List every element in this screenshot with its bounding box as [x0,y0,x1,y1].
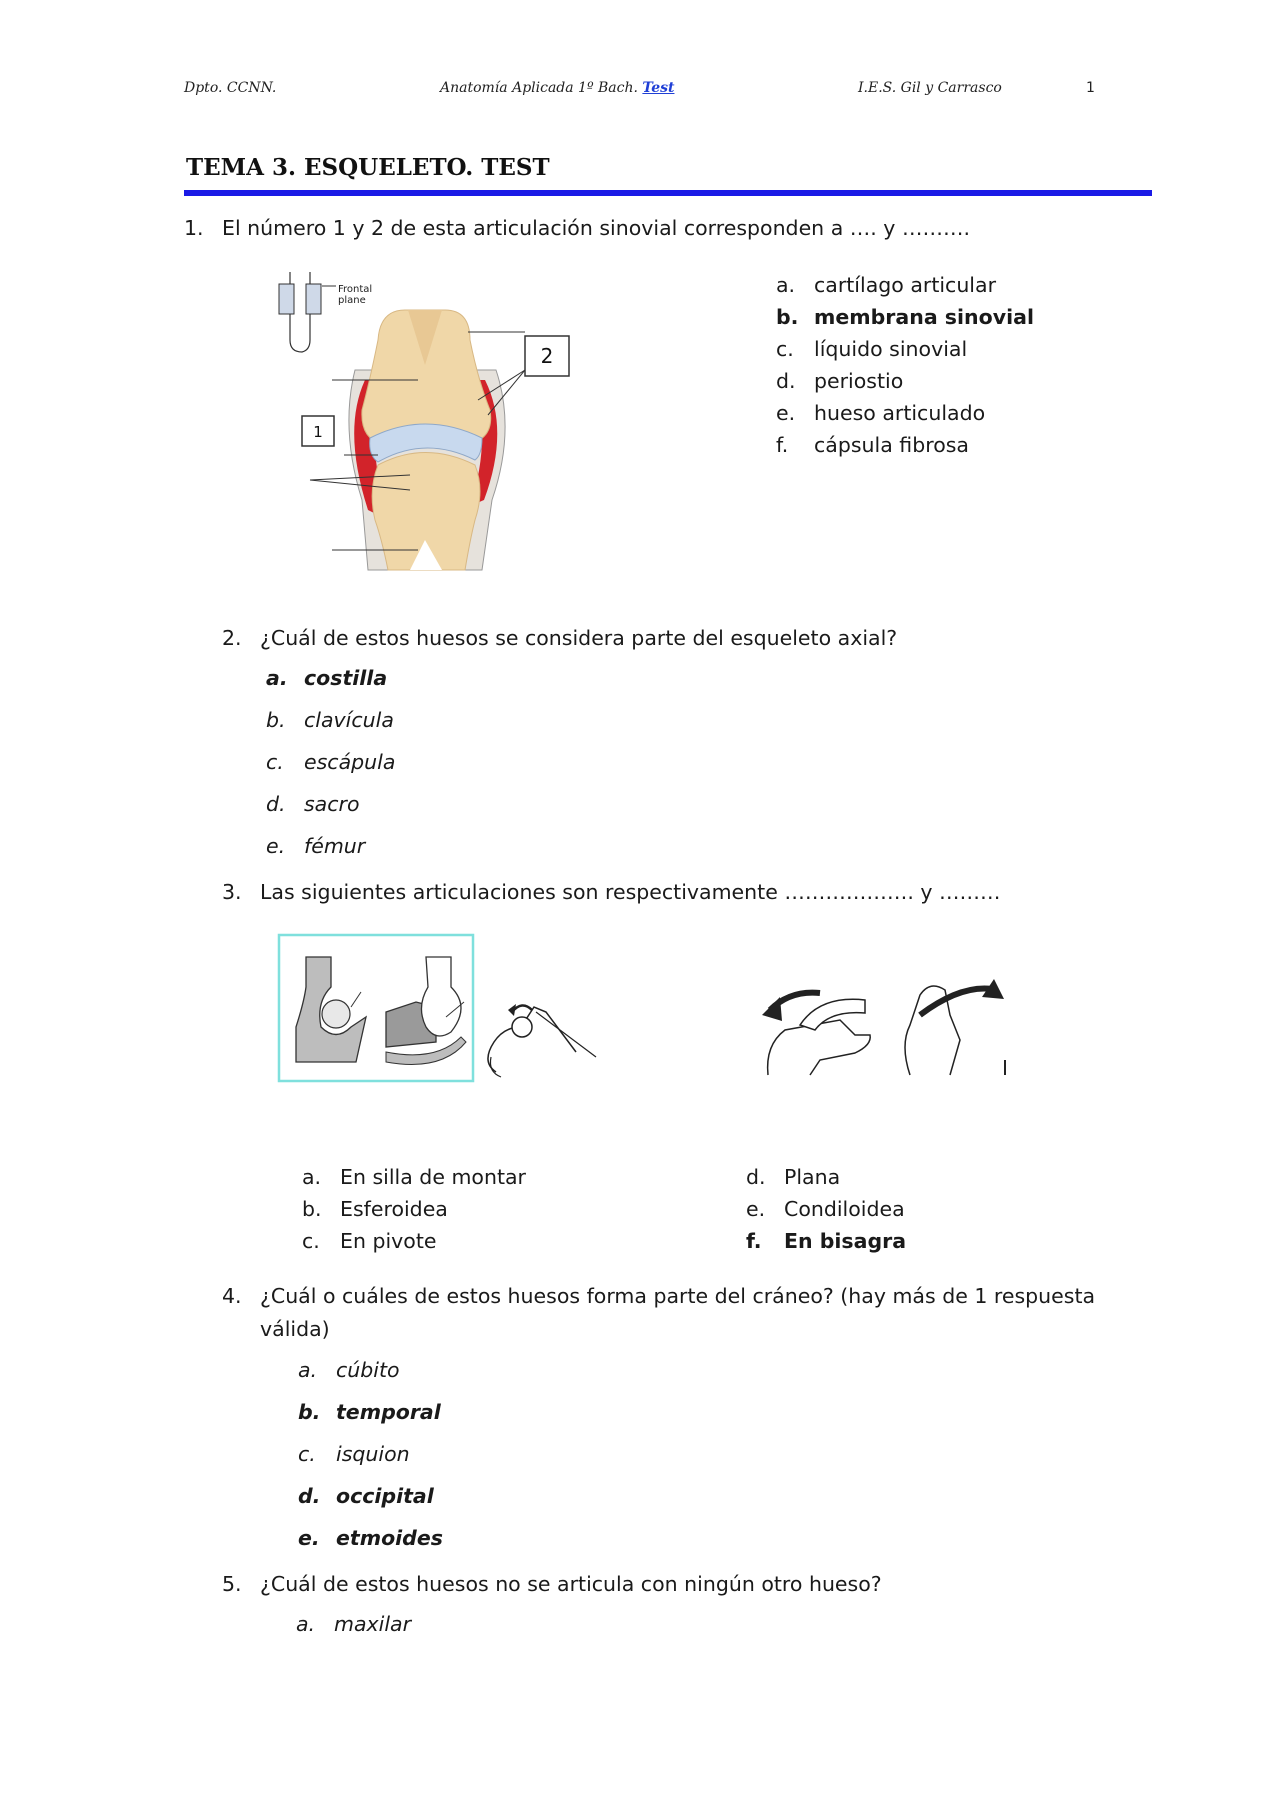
option-text: occipital [336,1484,434,1508]
option-text: membrana sinovial [814,305,1034,329]
q2-option-b[interactable] [266,704,394,736]
option-text: hueso articulado [814,401,986,425]
option-letter: d. [266,792,286,816]
q4-option-b[interactable] [298,1396,441,1428]
option-text: Esferoidea [340,1197,448,1221]
option-text: fémur [304,834,366,858]
header-school: I.E.S. Gil y Carrasco [858,80,1002,96]
header-dept: Dpto. CCNN. [184,80,277,96]
finger-icon [279,272,372,352]
option-letter: b. [776,305,799,329]
frontal-label-2: plane [338,295,366,306]
header-course-name: Anatomía Aplicada 1º Bach. [440,80,643,96]
q1-option-f[interactable] [776,429,969,461]
option-text: Plana [784,1165,841,1189]
q1-option-e[interactable] [776,397,985,429]
question-text: ¿Cuál de estos huesos se considera parte del esqueleto axial? [260,626,898,650]
question-text: El número 1 y 2 de esta articulación sinovial corresponden a …. y ………. [222,216,970,240]
option-letter: a. [302,1165,322,1189]
q3-option-d[interactable] [746,1161,840,1193]
question-text: Las siguientes articulaciones son respectivamente ………………. y ……… [260,880,1001,904]
option-letter: c. [266,750,284,774]
option-letter: d. [298,1484,321,1508]
q3-option-b[interactable] [302,1193,448,1225]
hinge-joint-figure [760,975,1010,1085]
option-text: temporal [336,1400,441,1424]
option-text: cúbito [336,1358,400,1382]
page-title: TEMA 3. ESQUELETO. TEST [186,154,550,181]
option-letter: f. [776,433,789,457]
q1-option-b[interactable] [776,301,1034,333]
header-test-link[interactable]: Test [642,80,675,96]
option-letter: b. [302,1197,322,1221]
q2-option-d[interactable] [266,788,359,820]
option-text: cartílago articular [814,273,996,297]
q3-option-a[interactable] [302,1161,526,1193]
q3-option-f[interactable] [746,1225,906,1257]
q1-option-c[interactable] [776,333,967,365]
q2-option-e[interactable] [266,830,365,862]
q4-option-a[interactable] [298,1354,400,1386]
hand-rotation-icon [488,1004,596,1077]
option-text: En pivote [340,1229,437,1253]
option-text: etmoides [336,1526,443,1550]
title-underline [184,190,1152,196]
option-letter: d. [776,369,796,393]
question-text: ¿Cuál de estos huesos no se articula con ningún otro hueso? [260,1572,882,1596]
q2-option-a[interactable] [266,662,387,694]
option-text: cápsula fibrosa [814,433,969,457]
question-text-line-1: ¿Cuál o cuáles de estos huesos forma parte del cráneo? (hay más de 1 respuesta [260,1284,1096,1308]
option-letter: c. [776,337,794,361]
option-text: líquido sinovial [814,337,968,361]
option-letter: a. [266,666,288,690]
option-text: sacro [304,792,360,816]
question-number: 3. [222,880,242,904]
option-letter: f. [746,1229,762,1253]
q2-option-c[interactable] [266,746,395,778]
option-text: En silla de montar [340,1165,526,1189]
pivot-joint-figure [276,932,606,1092]
q1-option-a[interactable] [776,269,996,301]
option-text: Condiloidea [784,1197,905,1221]
q3-option-c[interactable] [302,1225,437,1257]
question-text-line-2: válida) [260,1317,330,1341]
q1-option-d[interactable] [776,365,903,397]
q5-option-a[interactable] [296,1608,411,1640]
q4-option-e[interactable] [298,1522,443,1554]
option-letter: b. [266,708,286,732]
option-text: escápula [304,750,396,774]
option-letter: e. [298,1526,320,1550]
q4-option-c[interactable] [298,1438,410,1470]
option-text: En bisagra [784,1229,907,1253]
header-course [440,80,674,96]
question-number: 2. [222,626,242,650]
question-number: 5. [222,1572,242,1596]
frontal-label-1: Frontal [338,284,373,295]
q3-option-e[interactable] [746,1193,905,1225]
option-text: costilla [304,666,388,690]
option-letter: c. [298,1442,316,1466]
option-letter: c. [302,1229,320,1253]
option-text: clavícula [304,708,394,732]
q4-option-d[interactable] [298,1480,434,1512]
option-letter: b. [298,1400,321,1424]
label-box-2-text: 2 [540,344,554,368]
option-letter: a. [296,1612,316,1636]
question-number: 1. [184,216,204,240]
option-letter: e. [776,401,796,425]
option-letter: e. [746,1197,766,1221]
option-text: maxilar [334,1612,412,1636]
option-letter: d. [746,1165,766,1189]
option-letter: e. [266,834,286,858]
label-box-1-text: 1 [313,423,323,441]
option-text: periostio [814,369,904,393]
option-letter: a. [298,1358,318,1382]
synovial-joint-figure [270,270,590,590]
option-letter: a. [776,273,796,297]
page-number: 1 [1086,80,1095,96]
question-number: 4. [222,1284,242,1308]
option-text: isquion [336,1442,410,1466]
